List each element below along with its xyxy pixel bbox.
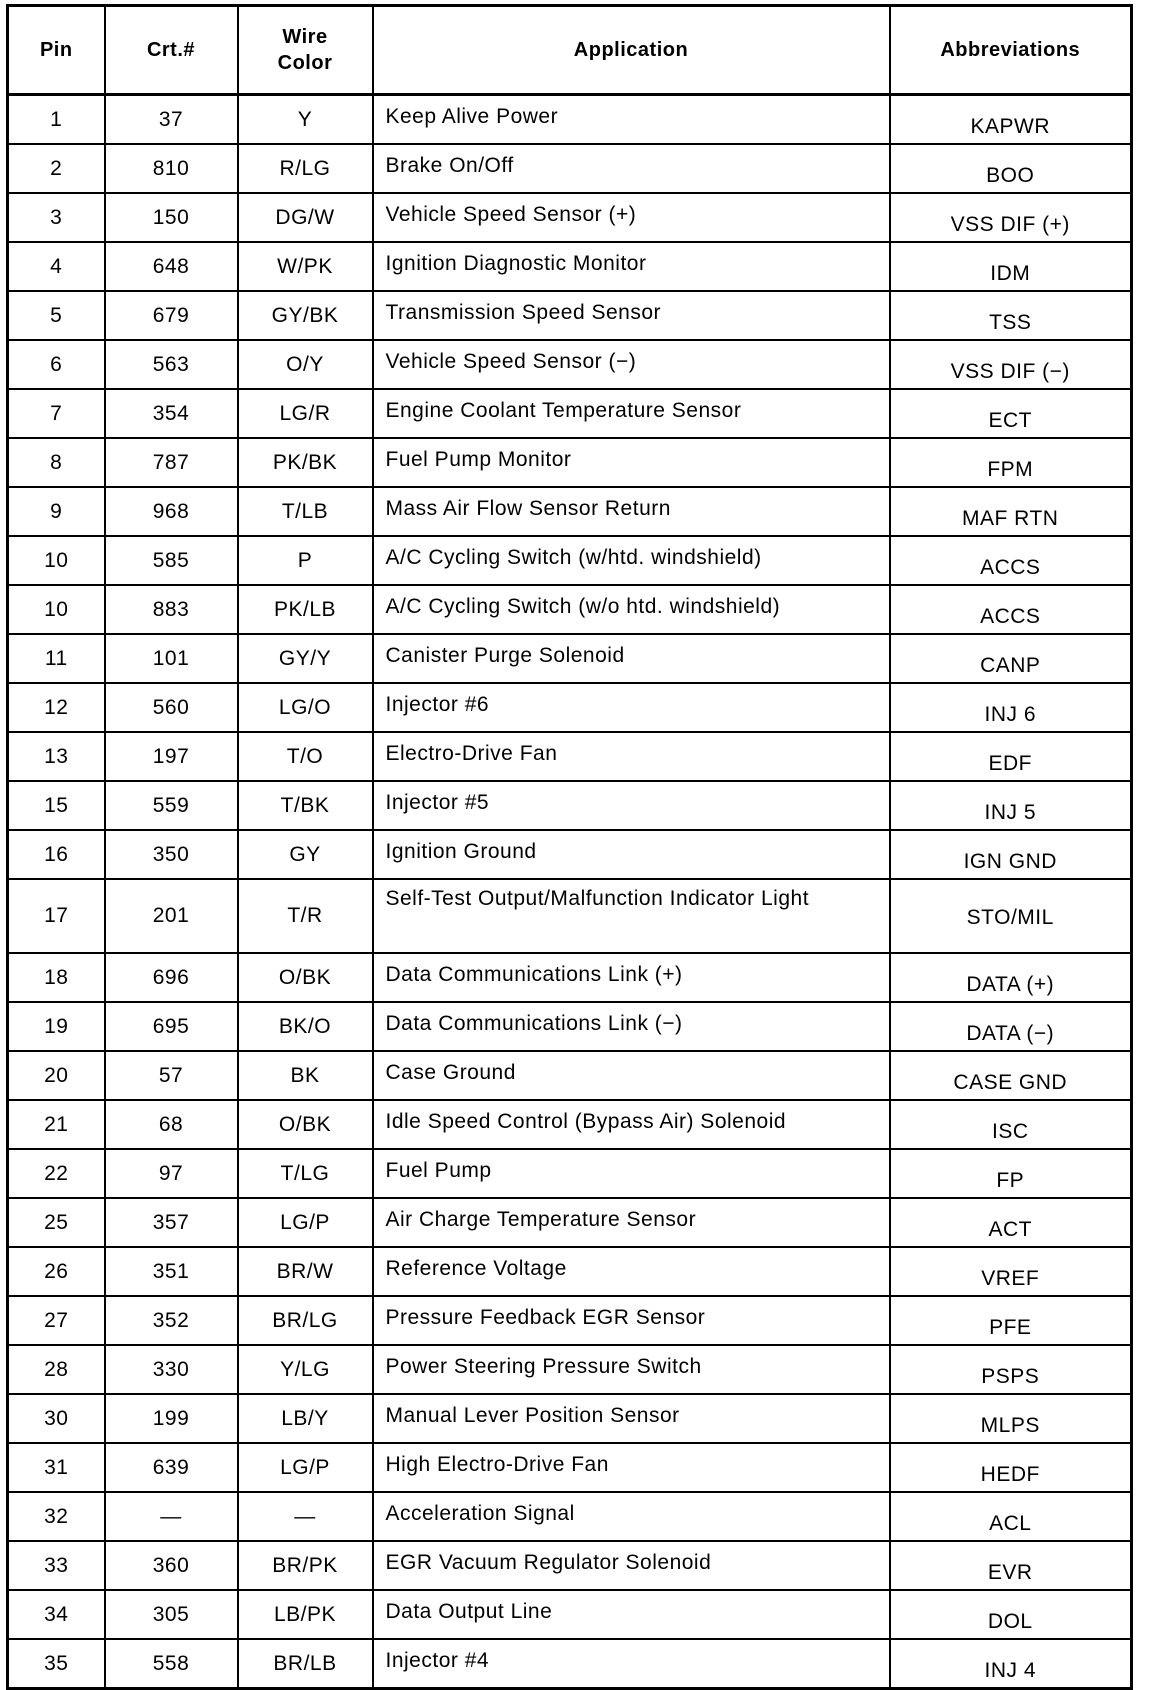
cell-abbreviation: EVR [890, 1541, 1132, 1590]
cell-abbreviation: ACT [890, 1198, 1132, 1247]
cell-wire-color: BR/LB [238, 1639, 373, 1689]
cell-wire-color: R/LG [238, 144, 373, 193]
cell-wire-color: LG/O [238, 683, 373, 732]
cell-wire-color: DG/W [238, 193, 373, 242]
table-row [8, 438, 1132, 487]
cell-circuit: 357 [105, 1198, 238, 1247]
table-row [8, 585, 1132, 634]
cell-pin: 19 [8, 1002, 105, 1051]
cell-abbreviation: BOO [890, 144, 1132, 193]
table-row [8, 1541, 1132, 1590]
cell-abbreviation: INJ 4 [890, 1639, 1132, 1689]
table-row [8, 732, 1132, 781]
cell-application: Self-Test Output/Malfunction Indicator Light [373, 879, 890, 953]
table-header [8, 6, 1132, 95]
cell-application: Vehicle Speed Sensor (+) [373, 193, 890, 242]
cell-wire-color: BR/PK [238, 1541, 373, 1590]
cell-application: High Electro-Drive Fan [373, 1443, 890, 1492]
cell-pin: 27 [8, 1296, 105, 1345]
table-row [8, 389, 1132, 438]
cell-abbreviation: MAF RTN [890, 487, 1132, 536]
cell-wire-color: O/BK [238, 953, 373, 1002]
cell-pin: 33 [8, 1541, 105, 1590]
cell-abbreviation: ACCS [890, 536, 1132, 585]
cell-wire-color: LB/PK [238, 1590, 373, 1639]
cell-circuit: 560 [105, 683, 238, 732]
table-row [8, 340, 1132, 389]
cell-circuit: 37 [105, 95, 238, 145]
cell-abbreviation: CASE GND [890, 1051, 1132, 1100]
cell-circuit: 558 [105, 1639, 238, 1689]
cell-abbreviation: ECT [890, 389, 1132, 438]
header-wire-color [238, 6, 373, 95]
cell-wire-color: BK [238, 1051, 373, 1100]
cell-application: Injector #6 [373, 683, 890, 732]
header-abbreviations: Abbreviations [890, 6, 1132, 95]
cell-pin: 31 [8, 1443, 105, 1492]
cell-application: Ignition Ground [373, 830, 890, 879]
cell-circuit: 354 [105, 389, 238, 438]
cell-circuit: 199 [105, 1394, 238, 1443]
cell-circuit: 559 [105, 781, 238, 830]
cell-pin: 34 [8, 1590, 105, 1639]
cell-application: Engine Coolant Temperature Sensor [373, 389, 890, 438]
table-row [8, 1639, 1132, 1689]
cell-circuit: 201 [105, 879, 238, 953]
cell-wire-color: LG/R [238, 389, 373, 438]
table-row [8, 830, 1132, 879]
cell-circuit: 97 [105, 1149, 238, 1198]
cell-application: Injector #5 [373, 781, 890, 830]
cell-circuit: 330 [105, 1345, 238, 1394]
cell-circuit: 360 [105, 1541, 238, 1590]
cell-wire-color: GY/Y [238, 634, 373, 683]
table-row [8, 1051, 1132, 1100]
cell-application: Reference Voltage [373, 1247, 890, 1296]
cell-wire-color: Y/LG [238, 1345, 373, 1394]
cell-circuit: 150 [105, 193, 238, 242]
cell-application: EGR Vacuum Regulator Solenoid [373, 1541, 890, 1590]
cell-application: Vehicle Speed Sensor (−) [373, 340, 890, 389]
cell-pin: 8 [8, 438, 105, 487]
cell-circuit: 101 [105, 634, 238, 683]
cell-abbreviation: STO/MIL [890, 879, 1132, 953]
cell-circuit: 639 [105, 1443, 238, 1492]
cell-application: Transmission Speed Sensor [373, 291, 890, 340]
cell-pin: 2 [8, 144, 105, 193]
cell-abbreviation: PSPS [890, 1345, 1132, 1394]
cell-pin: 32 [8, 1492, 105, 1541]
cell-wire-color: P [238, 536, 373, 585]
table-row [8, 1296, 1132, 1345]
cell-abbreviation: MLPS [890, 1394, 1132, 1443]
cell-abbreviation: VREF [890, 1247, 1132, 1296]
cell-pin: 25 [8, 1198, 105, 1247]
cell-pin: 16 [8, 830, 105, 879]
cell-circuit: 351 [105, 1247, 238, 1296]
cell-pin: 9 [8, 487, 105, 536]
cell-circuit: 696 [105, 953, 238, 1002]
cell-abbreviation: PFE [890, 1296, 1132, 1345]
cell-wire-color: W/PK [238, 242, 373, 291]
table-row [8, 781, 1132, 830]
cell-wire-color: LG/P [238, 1198, 373, 1247]
cell-abbreviation: VSS DIF (−) [890, 340, 1132, 389]
table-row [8, 242, 1132, 291]
cell-application: A/C Cycling Switch (w/htd. windshield) [373, 536, 890, 585]
cell-abbreviation: KAPWR [890, 95, 1132, 145]
cell-application: Data Communications Link (+) [373, 953, 890, 1002]
cell-pin: 28 [8, 1345, 105, 1394]
header-application: Application [373, 6, 890, 95]
header-circuit: Crt.# [105, 6, 238, 95]
cell-circuit: — [105, 1492, 238, 1541]
cell-pin: 4 [8, 242, 105, 291]
cell-circuit: 695 [105, 1002, 238, 1051]
table-row [8, 1443, 1132, 1492]
cell-application: Power Steering Pressure Switch [373, 1345, 890, 1394]
cell-wire-color: BR/W [238, 1247, 373, 1296]
cell-circuit: 352 [105, 1296, 238, 1345]
cell-circuit: 787 [105, 438, 238, 487]
cell-abbreviation: CANP [890, 634, 1132, 683]
table-row [8, 1492, 1132, 1541]
table-row [8, 1590, 1132, 1639]
cell-wire-color: T/O [238, 732, 373, 781]
cell-application: Pressure Feedback EGR Sensor [373, 1296, 890, 1345]
table-row [8, 536, 1132, 585]
cell-pin: 3 [8, 193, 105, 242]
cell-application: Fuel Pump Monitor [373, 438, 890, 487]
cell-pin: 10 [8, 536, 105, 585]
header-pin: Pin [8, 6, 105, 95]
cell-application: Data Communications Link (−) [373, 1002, 890, 1051]
table-row [8, 1149, 1132, 1198]
cell-abbreviation: TSS [890, 291, 1132, 340]
cell-application: Acceleration Signal [373, 1492, 890, 1541]
cell-wire-color: PK/LB [238, 585, 373, 634]
cell-application: Case Ground [373, 1051, 890, 1100]
cell-application: Electro-Drive Fan [373, 732, 890, 781]
header-wire-color-line2: Color [277, 52, 333, 74]
cell-wire-color: LG/P [238, 1443, 373, 1492]
cell-abbreviation: VSS DIF (+) [890, 193, 1132, 242]
cell-pin: 26 [8, 1247, 105, 1296]
cell-wire-color: GY [238, 830, 373, 879]
cell-pin: 13 [8, 732, 105, 781]
header-row [8, 6, 1132, 95]
cell-pin: 11 [8, 634, 105, 683]
cell-circuit: 883 [105, 585, 238, 634]
table-row [8, 1002, 1132, 1051]
cell-pin: 30 [8, 1394, 105, 1443]
cell-pin: 12 [8, 683, 105, 732]
cell-pin: 22 [8, 1149, 105, 1198]
cell-pin: 21 [8, 1100, 105, 1149]
cell-pin: 6 [8, 340, 105, 389]
cell-wire-color: T/LB [238, 487, 373, 536]
table-row [8, 291, 1132, 340]
table-row [8, 879, 1132, 953]
cell-circuit: 563 [105, 340, 238, 389]
cell-application: Injector #4 [373, 1639, 890, 1689]
cell-pin: 15 [8, 781, 105, 830]
cell-abbreviation: DATA (+) [890, 953, 1132, 1002]
cell-abbreviation: DOL [890, 1590, 1132, 1639]
cell-abbreviation: FPM [890, 438, 1132, 487]
cell-wire-color: LB/Y [238, 1394, 373, 1443]
cell-pin: 17 [8, 879, 105, 953]
cell-wire-color: GY/BK [238, 291, 373, 340]
cell-circuit: 68 [105, 1100, 238, 1149]
cell-abbreviation: ACCS [890, 585, 1132, 634]
cell-abbreviation: FP [890, 1149, 1132, 1198]
table-row [8, 487, 1132, 536]
cell-wire-color: — [238, 1492, 373, 1541]
cell-circuit: 350 [105, 830, 238, 879]
cell-abbreviation: INJ 6 [890, 683, 1132, 732]
cell-circuit: 305 [105, 1590, 238, 1639]
cell-circuit: 968 [105, 487, 238, 536]
table-row [8, 634, 1132, 683]
cell-application: Air Charge Temperature Sensor [373, 1198, 890, 1247]
table-row [8, 683, 1132, 732]
cell-pin: 20 [8, 1051, 105, 1100]
cell-abbreviation: DATA (−) [890, 1002, 1132, 1051]
cell-application: Keep Alive Power [373, 95, 890, 145]
table-row [8, 1345, 1132, 1394]
cell-wire-color: T/LG [238, 1149, 373, 1198]
table-row [8, 1394, 1132, 1443]
cell-wire-color: T/BK [238, 781, 373, 830]
cell-abbreviation: ACL [890, 1492, 1132, 1541]
pin-assignment-table [6, 4, 1133, 1690]
cell-wire-color: T/R [238, 879, 373, 953]
table-row [8, 1100, 1132, 1149]
table-row [8, 953, 1132, 1002]
table-row [8, 193, 1132, 242]
cell-application: Data Output Line [373, 1590, 890, 1639]
cell-pin: 18 [8, 953, 105, 1002]
cell-wire-color: BK/O [238, 1002, 373, 1051]
cell-abbreviation: HEDF [890, 1443, 1132, 1492]
cell-pin: 5 [8, 291, 105, 340]
cell-wire-color: BR/LG [238, 1296, 373, 1345]
cell-wire-color: Y [238, 95, 373, 145]
cell-application: Manual Lever Position Sensor [373, 1394, 890, 1443]
cell-application: Ignition Diagnostic Monitor [373, 242, 890, 291]
table-row [8, 1198, 1132, 1247]
table-body [8, 95, 1132, 1689]
cell-pin: 35 [8, 1639, 105, 1689]
cell-abbreviation: IGN GND [890, 830, 1132, 879]
cell-application: Mass Air Flow Sensor Return [373, 487, 890, 536]
cell-application: Fuel Pump [373, 1149, 890, 1198]
cell-application: Brake On/Off [373, 144, 890, 193]
cell-pin: 1 [8, 95, 105, 145]
table-row [8, 95, 1132, 145]
cell-abbreviation: INJ 5 [890, 781, 1132, 830]
cell-application: A/C Cycling Switch (w/o htd. windshield) [373, 585, 890, 634]
cell-application: Idle Speed Control (Bypass Air) Solenoid [373, 1100, 890, 1149]
cell-circuit: 57 [105, 1051, 238, 1100]
cell-wire-color: O/BK [238, 1100, 373, 1149]
cell-abbreviation: ISC [890, 1100, 1132, 1149]
cell-abbreviation: IDM [890, 242, 1132, 291]
cell-circuit: 197 [105, 732, 238, 781]
header-wire-color-line1: Wire [282, 26, 328, 48]
cell-abbreviation: EDF [890, 732, 1132, 781]
cell-pin: 7 [8, 389, 105, 438]
cell-wire-color: PK/BK [238, 438, 373, 487]
table-row [8, 1247, 1132, 1296]
cell-circuit: 648 [105, 242, 238, 291]
cell-circuit: 585 [105, 536, 238, 585]
table-row [8, 144, 1132, 193]
cell-wire-color: O/Y [238, 340, 373, 389]
cell-circuit: 679 [105, 291, 238, 340]
cell-circuit: 810 [105, 144, 238, 193]
cell-application: Canister Purge Solenoid [373, 634, 890, 683]
cell-pin: 10 [8, 585, 105, 634]
